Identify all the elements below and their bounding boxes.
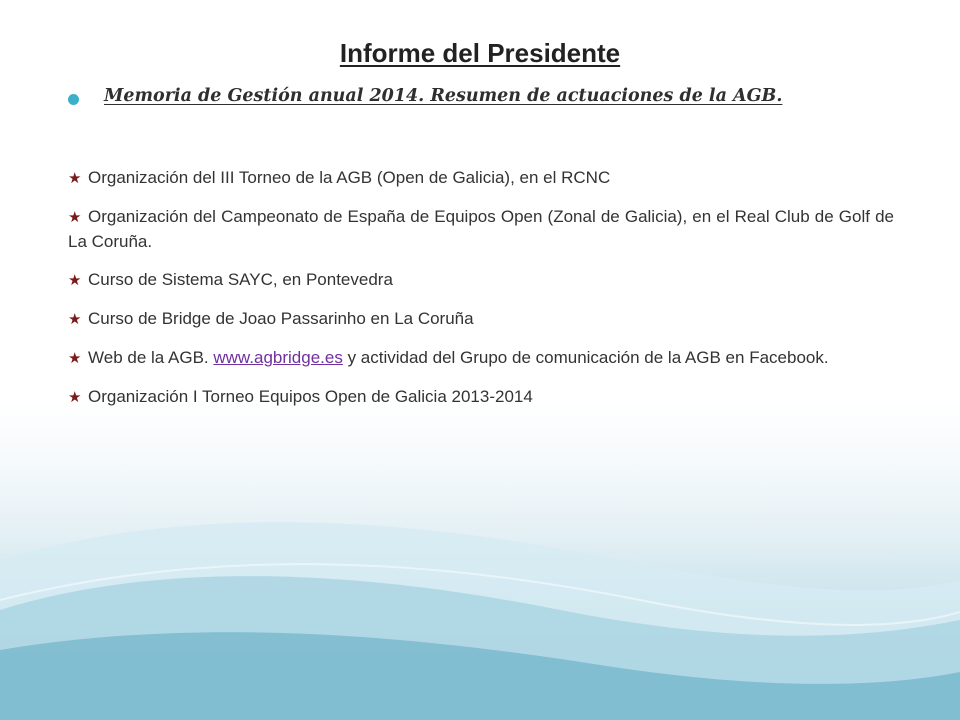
list-item-text: Curso de Bridge de Joao Passarinho en La Coruña	[88, 309, 474, 328]
teal-dot-bullet-icon	[68, 94, 79, 105]
star-bullet-icon: ★	[68, 170, 82, 187]
star-bullet-icon: ★	[68, 272, 82, 289]
list-item	[68, 166, 894, 191]
slide-title: Informe del Presidente	[339, 38, 621, 68]
star-bullet-icon: ★	[68, 311, 82, 328]
star-bullet-icon: ★	[68, 350, 82, 367]
list-item-text: Organización del III Torneo de la AGB (Open de Galicia), en el RCNC	[88, 168, 611, 187]
activity-list	[68, 166, 894, 424]
list-item	[68, 268, 894, 293]
list-item-text: Organización I Torneo Equipos Open de Galicia 2013-2014	[88, 387, 533, 406]
slide-subtitle: Memoria de Gestión anual 2014. Resumen de actuaciones de la AGB.	[104, 86, 783, 106]
list-item-text-before: Web de la AGB.	[88, 348, 214, 367]
list-item-text-after: y actividad del Grupo de comunicación de la AGB en Facebook.	[342, 348, 829, 367]
star-bullet-icon: ★	[68, 389, 82, 406]
website-link[interactable]: www.agbridge.es	[213, 348, 343, 367]
list-item	[68, 385, 894, 410]
list-item	[68, 307, 894, 332]
subtitle-row	[68, 86, 928, 116]
list-item-text: Curso de Sistema SAYC, en Pontevedra	[88, 270, 393, 289]
list-item-text: Organización del Campeonato de España de Equipos Open (Zonal de Galicia), en el Real Club de Golf de La Coruña.	[68, 207, 894, 251]
star-bullet-icon: ★	[68, 209, 82, 226]
list-item	[68, 205, 894, 254]
list-item	[68, 346, 894, 371]
